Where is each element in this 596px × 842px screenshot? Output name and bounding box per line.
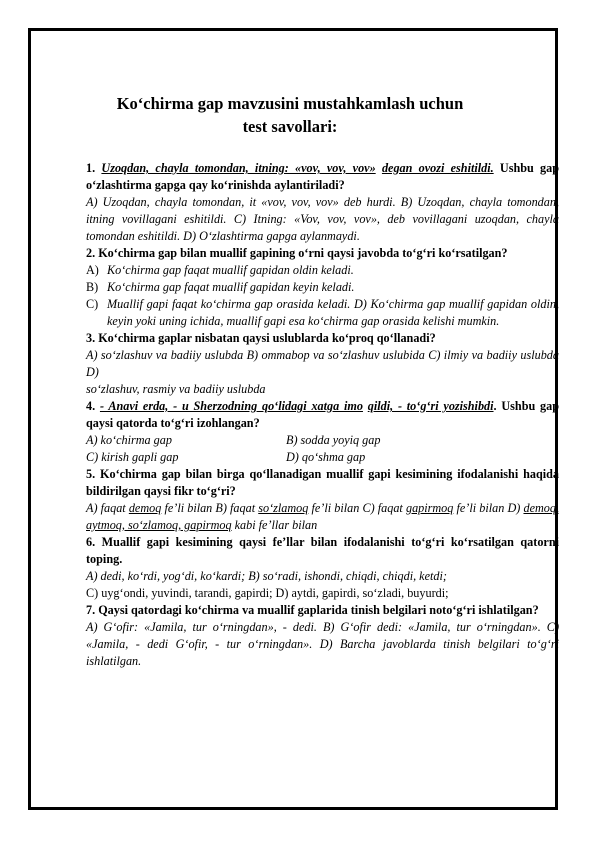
option-a: A) Ko‘chirma gap faqat muallif gapidan oldin keladi. [86, 263, 354, 277]
question-6-answers-line-1: A) dedi, ko‘rdi, yog‘di, ko‘kardi; B) so‘radi, ishondi, chiqdi, chiqdi, ketdi; [86, 569, 447, 583]
question-4-quote-b: qildi, - to‘g‘ri yozishibdi [367, 399, 494, 413]
question-3-answers-cont: so‘zlashuv, rasmiy va badiiy uslubda [86, 382, 266, 396]
question-3-answers: A) so‘zlashuv va badiiy uslubda B) ommabop va so‘zlashuv uslubida C) ilmiy va badiiy uslubda D) [86, 348, 559, 379]
question-5-answers: A) faqat demoq fe’li bilan B) faqat so‘zlamoq fe’li bilan C) faqat gapirmoq fe’li bilan D) demoq, aytmoq, so‘zlamoq, gapirmoq kabi fe’llar bilan [86, 501, 560, 532]
question-5: 5. Ko‘chirma gap bilan birga qo‘llanadigan muallif gapi kesimining ifodalanishi haqida bildirilgan qaysi fikr to‘g‘ri? [86, 467, 559, 498]
question-1-quote-a: Uzoqdan, chayla tomondan, itning: «vov, vov, vov» [101, 161, 376, 175]
question-4-options-row-2: C) kirish gapli gap D) qo‘shma gap [86, 450, 366, 464]
test-content [86, 160, 559, 670]
question-1-quote-b: degan ovozi eshitildi. [381, 161, 494, 175]
question-1-text: Ushbu gap o‘zlashtirma gapga qay ko‘rinishda aylantiriladi? [86, 161, 560, 192]
option-b: B) Ko‘chirma gap faqat muallif gapidan keyin keladi. [86, 280, 355, 294]
question-1: 1. Uzoqdan, chayla tomondan, itning: «vov, vov, vov» degan ovozi eshitildi. Ushbu gap o‘zlashtirma gapga qay ko‘rinishda aylantiriladi? [86, 161, 560, 192]
question-2-options [86, 262, 559, 330]
question-7: 7. Qaysi qatordagi ko‘chirma va muallif gaplarida tinish belgilari noto‘g‘ri ishlatilgan? [86, 603, 539, 617]
question-6-answers-line-2: C) uyg‘ondi, yuvindi, tarandi, gapirdi; D) aytdi, gapirdi, so‘zladi, buyurdi; [86, 586, 449, 600]
option-c: C) Muallif gapi faqat ko‘chirma gap orasida keladi. D) Ko‘chirma gap muallif gapidan oldin, keyin yoki uning ichida, muallif gapi esa ko‘chirma gap orasida kelishi mumkin. [86, 297, 559, 328]
question-4-text: . Ushbu gap qaysi qatorda to‘g‘ri izohlangan? [86, 399, 560, 430]
question-3: 3. Ko‘chirma gaplar nisbatan qaysi uslublarda ko‘proq qo‘llanadi? [86, 331, 436, 345]
question-7-answers: A) G‘ofir: «Jamila, tur o‘rningdan», - dedi. B) G‘ofir dedi: «Jamila, tur o‘rningdan». C) «Jamila, - dedi G‘ofir, - tur o‘rningdan». D) Barcha javoblarda tinish belgilari to‘g‘ri ishlatilgan. [86, 620, 559, 668]
question-6: 6. Muallif gapi kesimining qaysi fe’llar bilan ifodalanishi to‘g‘ri ko‘rsatilgan qatorni toping. [86, 535, 559, 566]
page-title: Ko‘chirma gap mavzusini mustahkamlash uchun test savollari: [116, 94, 464, 136]
question-1-answers: A) Uzoqdan, chayla tomondan, it «vov, vov, vov» deb hurdi. B) Uzoqdan, chayla tomondan, itning vovillagani eshitildi. C) Itning: «Vov, vov, vov», deb vovillagani uzoqdan, chayla tomondan eshitildi. D) O‘zlashtirma gapga aylanmaydi. [86, 195, 559, 243]
question-4: 4. - Anavi erda, - u Sherzodning qo‘lidagi xatga imo qildi, - to‘g‘ri yozishibdi. Ushbu gap qaysi qatorda to‘g‘ri izohlangan? [86, 399, 560, 430]
question-4-options-row-1: A) ko‘chirma gap B) sodda yoyiq gap [86, 433, 381, 447]
question-4-quote-a: - Anavi erda, - u Sherzodning qo‘lidagi xatga imo [99, 399, 363, 413]
question-2: 2. Ko‘chirma gap bilan muallif gapining o‘rni qaysi javobda to‘g‘ri ko‘rsatilgan? [86, 246, 508, 260]
